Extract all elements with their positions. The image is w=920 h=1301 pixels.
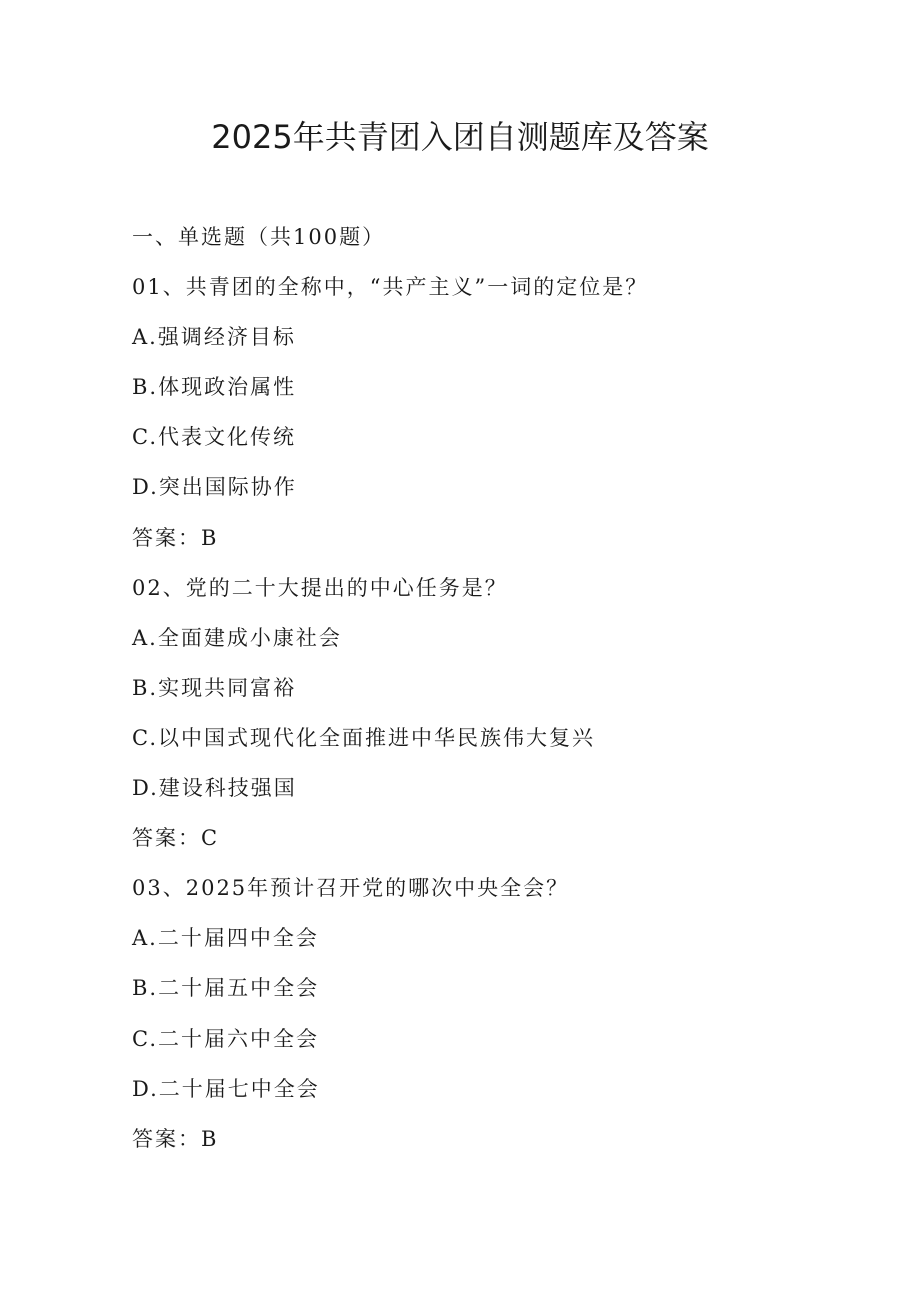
answer-line: 答案：C — [132, 826, 220, 851]
option-d: D.突出国际协作 — [132, 475, 297, 500]
option-b: B.二十届五中全会 — [132, 976, 320, 1001]
question-stem: 03、2025年预计召开党的哪次中央全会？ — [132, 876, 570, 901]
answer-line: 答案：B — [132, 1126, 219, 1151]
option-a: A.全面建成小康社会 — [132, 625, 342, 650]
option-c: C.以中国式现代化全面推进中华民族伟大复兴 — [132, 725, 595, 750]
option-c: C.二十届六中全会 — [132, 1026, 319, 1051]
answer-line: 答案：B — [132, 525, 219, 550]
option-d: D.二十届七中全会 — [132, 1076, 320, 1101]
question-stem: 02、党的二十大提出的中心任务是？ — [132, 575, 508, 600]
section-heading: 一、单选题（共100题） — [132, 225, 386, 249]
option-a: A.强调经济目标 — [132, 325, 296, 350]
document-body — [132, 212, 852, 1164]
question-block — [132, 262, 852, 563]
option-d: D.建设科技强国 — [132, 776, 297, 801]
option-a: A.二十届四中全会 — [132, 926, 319, 951]
option-b: B.实现共同富裕 — [132, 675, 297, 700]
question-block — [132, 863, 852, 1164]
option-b: B.体现政治属性 — [132, 375, 297, 400]
question-stem: 01、共青团的全称中，“共产主义”一词的定位是？ — [132, 275, 649, 300]
document-title: 2025年共青团入团自测题库及答案 — [211, 118, 709, 156]
option-c: C.代表文化传统 — [132, 425, 296, 450]
question-block — [132, 563, 852, 864]
